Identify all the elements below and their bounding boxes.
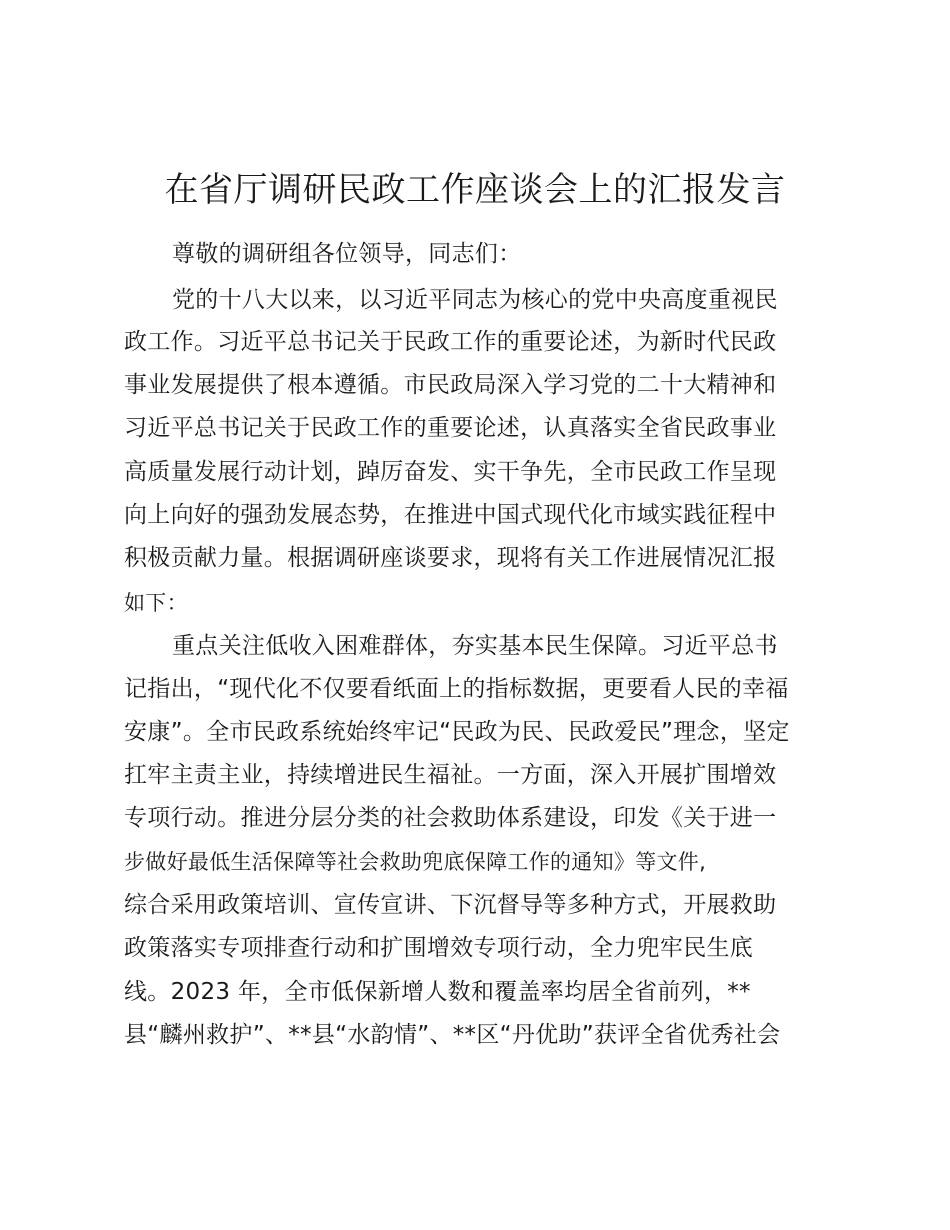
paragraph-line: 线。2023 年，全市低保新增人数和覆盖率均居全省前列，** <box>124 979 751 1005</box>
paragraph-line: 县“麟州救护”、**县“水韵情”、**区“丹优助”获评全省优秀社会 <box>124 1022 781 1048</box>
paragraph-line: 高质量发展行动计划，踔厉奋发、实干争先，全市民政工作呈现 <box>124 459 777 485</box>
paragraph-line: 步做好最低生活保障等社会救助兜底保障工作的通知》等文件, <box>124 850 707 874</box>
salutation: 尊敬的调研组各位领导，同志们： <box>172 241 522 267</box>
paragraph-line: 习近平总书记关于民政工作的重要论述，认真落实全省民政事业 <box>124 415 777 441</box>
paragraph-line: 安康”。全市民政系统始终牢记“民政为民、民政爱民”理念，坚定 <box>124 719 790 745</box>
paragraph-line: 积极贡献力量。根据调研座谈要求，现将有关工作进展情况汇报 <box>124 545 777 571</box>
paragraph-line: 政工作。习近平总书记关于民政工作的重要论述，为新时代民政 <box>124 329 777 355</box>
paragraph-line: 综合采用政策培训、宣传宣讲、下沉督导等多种方式，开展救助 <box>124 892 777 918</box>
document-title: 在省厅调研民政工作座谈会上的汇报发言 <box>164 170 786 210</box>
paragraph-line: 事业发展提供了根本遵循。市民政局深入学习党的二十大精神和 <box>124 372 777 398</box>
paragraph-line: 记指出，“现代化不仅要看纸面上的指标数据，更要看人民的幸福 <box>124 676 789 702</box>
paragraph-line: 如下： <box>124 591 188 615</box>
paragraph-line: 重点关注低收入困难群体，夯实基本民生保障。习近平总书 <box>172 633 778 659</box>
paragraph-line: 专项行动。推进分层分类的社会救助体系建设，印发《关于进一 <box>124 805 777 831</box>
paragraph-line: 政策落实专项排查行动和扩围增效专项行动，全力兜牢民生底 <box>124 935 754 961</box>
paragraph-line: 扛牢主责主业，持续增进民生福祉。一方面，深入开展扩围增效 <box>124 762 777 788</box>
paragraph-line: 党的十八大以来，以习近平同志为核心的党中央高度重视民 <box>172 287 778 313</box>
paragraph-line: 向上向好的强劲发展态势，在推进中国式现代化市域实践征程中 <box>124 502 777 528</box>
